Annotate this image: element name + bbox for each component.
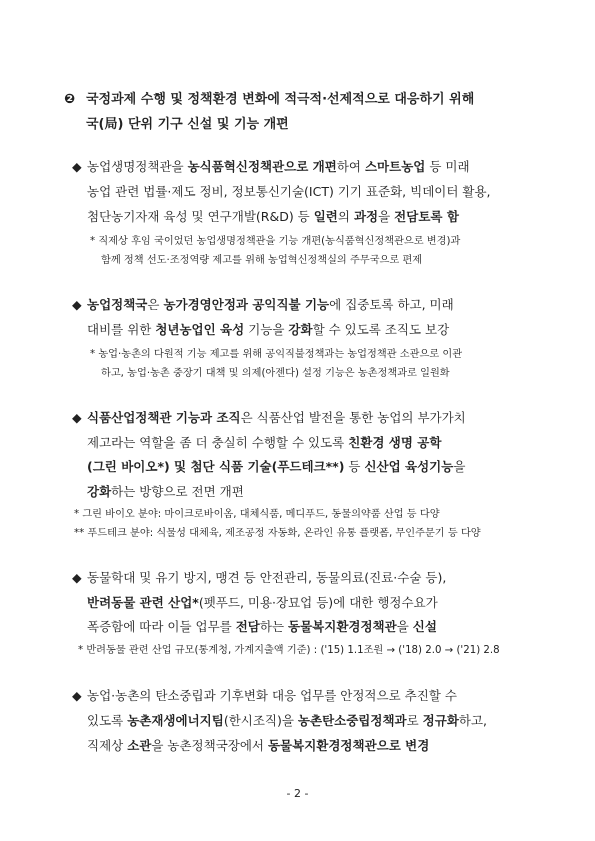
emphasis-text: 일련 — [313, 209, 338, 224]
body-text: 농업생명정책관을 — [87, 159, 188, 174]
section-heading-line-1 — [64, 93, 540, 106]
body-text: 에 적극적·선제적으로 — [267, 92, 395, 107]
section-heading-line-2 — [86, 118, 540, 131]
body-text: 을 — [396, 619, 413, 634]
paragraph-line — [87, 597, 540, 610]
emphasis-text: 농촌재생에너지팀 — [127, 713, 224, 728]
body-text: 하는 — [259, 619, 289, 634]
emphasis-text: 식품산업정책관 기능과 조직 — [87, 410, 241, 425]
emphasis-text: 농업정책국 — [87, 297, 148, 312]
emphasis-text: 전담 — [235, 619, 260, 634]
emphasis-text: 전담토록 함 — [394, 209, 459, 224]
diamond-bullet-icon: ◆ — [72, 159, 82, 174]
page-number: - 2 - — [286, 787, 309, 800]
emphasis-text: 정규화 — [422, 713, 459, 728]
body-text: 동물학대 및 유기 방지, 맹견 등 안전관리, 동물의료(진료·수술 등), — [87, 570, 447, 585]
footnote-line: 함께 정책 선도·조정역량 제고를 위해 농업혁신정책실의 주무국으로 편제 — [101, 255, 423, 266]
paragraph-text — [87, 570, 446, 585]
paragraph-line — [87, 715, 540, 728]
body-text: 농업·농촌의 탄소중립과 기후변화 대응 업무를 안정적으로 추진할 수 — [87, 688, 457, 703]
paragraph-line — [87, 461, 540, 474]
body-text: 을 — [453, 459, 466, 474]
emphasis-text: 농식품혁신정책관으로 개편 — [187, 159, 337, 174]
body-text: 등 — [344, 459, 365, 474]
section-heading-text — [86, 92, 474, 107]
diamond-bullet-icon: ◆ — [72, 688, 82, 703]
emphasis-text: 반려동물 관련 산업* — [87, 595, 199, 610]
paragraph-text — [87, 159, 470, 174]
body-text: 의 — [337, 209, 354, 224]
section-number-marker: ❷ — [64, 92, 76, 107]
body-text: 할 수 있도록 조직도 보강 — [312, 322, 450, 337]
body-text: 을 농촌정책국장에서 — [151, 738, 268, 753]
emphasis-text: 스마트농업 — [364, 159, 426, 174]
paragraph-line — [87, 740, 487, 753]
paragraph-line — [72, 299, 540, 312]
paragraph-line — [87, 186, 540, 199]
emphasis-text: 동물복지환경정책관으로 변경 — [267, 738, 430, 753]
body-text: 제고라는 역할을 좀 더 충실히 수행할 수 있도록 — [87, 435, 349, 450]
emphasis-text: 소관 — [127, 738, 152, 753]
paragraph-text — [87, 410, 466, 425]
body-text: 하고, — [458, 713, 488, 728]
paragraph-text — [87, 688, 457, 703]
body-text: 있도록 — [87, 713, 128, 728]
footnote-line: * 반려동물 관련 산업 규모(통계청, 가계지출액 기준) : ('15) 1.1조원 → ('18) 2.0 → ('21) 2.8 — [78, 645, 500, 656]
body-text: 기능을 — [244, 322, 289, 337]
body-text: 농업 관련 법률·제도 정비, 정보통신기술(ICT) 기기 표준화, 빅데이터 활용, — [87, 184, 491, 199]
emphasis-text: 청년농업인 육성 — [155, 322, 245, 337]
body-text: 로 — [406, 713, 423, 728]
emphasis-text: 농가경영안정과 공익직불 기능 — [163, 297, 330, 312]
emphasis-text: 동물복지환경정책관 — [288, 619, 397, 634]
emphasis-text: 강화 — [87, 484, 112, 499]
body-text: 등 미래 — [425, 159, 470, 174]
emphasis-text: 친환경 생명 공학 — [348, 435, 442, 450]
paragraph-line — [72, 690, 540, 703]
emphasis-text: 신산업 육성기능 — [364, 459, 454, 474]
body-text: 직제상 — [87, 738, 128, 753]
body-text: 대비를 위한 — [87, 322, 156, 337]
paragraph-line — [87, 324, 540, 337]
paragraph-line — [87, 437, 540, 450]
diamond-bullet-icon: ◆ — [72, 297, 82, 312]
emphasis-text: 강화 — [288, 322, 313, 337]
body-text: 하는 방향으로 전면 개편 — [111, 484, 244, 499]
body-text: 하기 위해 — [419, 92, 475, 107]
paragraph-line — [87, 211, 540, 224]
diamond-bullet-icon: ◆ — [72, 410, 82, 425]
body-text: 은 — [147, 297, 164, 312]
footnote-line: ** 푸드테크 분야: 식물성 대체육, 제조공정 자동화, 온라인 유통 플랫폼, 무인주문기 등 다양 — [74, 528, 481, 539]
diamond-bullet-icon: ◆ — [72, 570, 82, 585]
body-text: 을 — [378, 209, 395, 224]
body-text: 에 집중토록 하고, 미래 — [329, 297, 454, 312]
paragraph-line — [87, 621, 487, 634]
emphasis-text: 신설 — [412, 619, 437, 634]
paragraph-line — [72, 412, 540, 425]
emphasis-text: 과정 — [353, 209, 379, 224]
footnote-line: * 그린 바이오 분야: 마이크로바이옴, 대체식품, 메디푸드, 동물의약품 산업 등 다양 — [74, 509, 440, 520]
body-text: 폭증함에 따라 이들 업무를 — [87, 619, 236, 634]
body-text: 첨단농기자재 육성 및 연구개발(R&D) 등 — [87, 209, 314, 224]
body-text: (한시조직)을 — [223, 713, 298, 728]
body-text: 은 식품산업 발전을 통한 농업의 부가가치 — [240, 410, 466, 425]
emphasis-text: 국(局) 단위 기구 신설 및 기능 개편 — [86, 117, 289, 132]
emphasis-text: 대응 — [394, 92, 420, 107]
footnote-line: 하고, 농업·농촌 중장기 대책 및 의제(아젠다) 설정 기능은 농촌정책과로 일원화 — [101, 368, 450, 379]
footnote-line: * 직제상 후임 국이었던 농업생명정책관을 기능 개편(농식품혁신정책관으로 변경)과 — [90, 236, 461, 247]
body-text: (펫푸드, 미용·장묘업 등)에 대한 행정수요가 — [198, 595, 438, 610]
paragraph-line — [72, 161, 540, 174]
emphasis-text: (그린 바이오*) 및 첨단 식품 기술(푸드테크**) — [87, 459, 345, 474]
paragraph-line — [87, 486, 387, 499]
footnote-line: * 농업·농촌의 다원적 기능 제고를 위해 공익직불정책과는 농업정책관 소관으로 이관 — [90, 349, 463, 360]
emphasis-text: 농촌탄소중립정책과 — [297, 713, 407, 728]
body-text: 하여 — [336, 159, 365, 174]
emphasis-text: 국정과제 수행 및 정책환경 변화 — [86, 92, 268, 107]
paragraph-text — [87, 297, 454, 312]
paragraph-line — [72, 572, 540, 585]
